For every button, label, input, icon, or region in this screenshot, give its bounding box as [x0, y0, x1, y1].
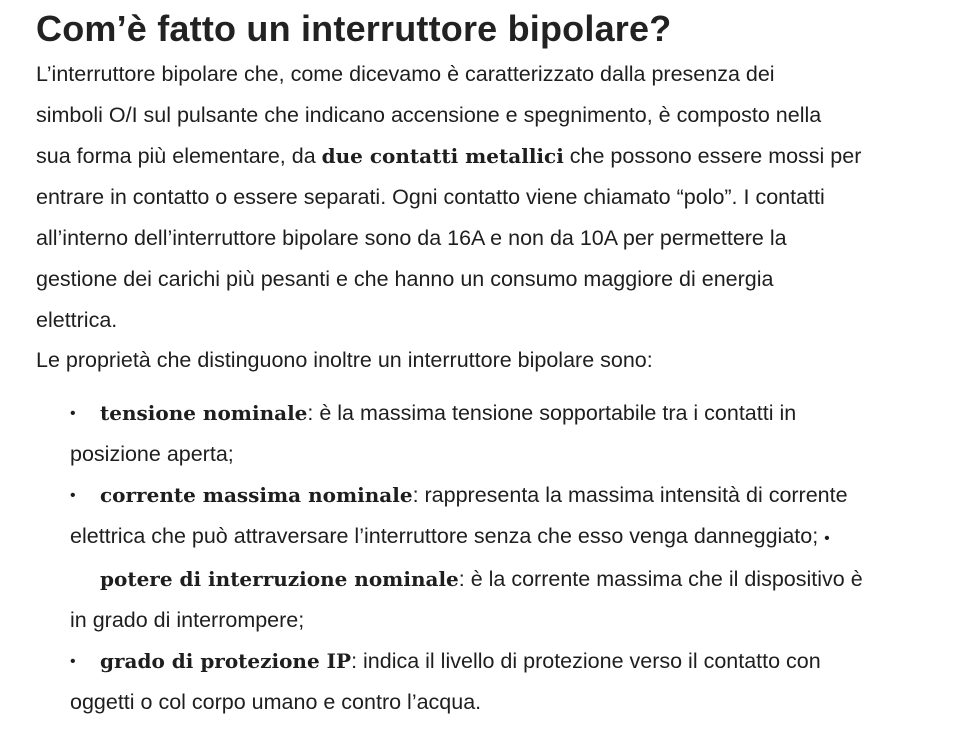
bullet-icon: •	[70, 487, 76, 504]
item-text: : indica il livello di protezione verso il contatto con	[351, 649, 821, 673]
bullet-icon: •	[70, 405, 76, 422]
item-text: : è la massima tensione sopportabile tra i contatti in	[307, 401, 797, 425]
item-text: : è la corrente massima che il dispositivo è	[458, 567, 863, 591]
list-item	[70, 475, 960, 516]
properties-intro: Le proprietà che distinguono inoltre un interruttore bipolare sono:	[36, 348, 653, 372]
item-term: corrente massima nominale	[100, 483, 413, 507]
list-item-continuation: oggetti o col corpo umano e contro l’acqua.	[70, 690, 482, 714]
item-term: tensione nominale	[100, 401, 308, 425]
intro-line: entrare in contatto o essere separati. Ogni contatto viene chiamato “polo”. I contatti	[36, 185, 825, 209]
bullet-icon: •	[824, 530, 830, 547]
intro-line: L’interruttore bipolare che, come dicevamo è caratterizzato dalla presenza dei	[36, 62, 775, 86]
bullet-icon: •	[70, 653, 76, 670]
properties-list	[70, 393, 960, 723]
intro-text: sua forma più elementare, da	[36, 144, 322, 168]
intro-line: all’interno dell’interruttore bipolare sono da 16A e non da 10A per permettere la	[36, 226, 787, 250]
intro-text: che possono essere mossi per	[563, 144, 862, 168]
list-item-continuation: posizione aperta;	[70, 442, 234, 466]
intro-line: gestione dei carichi più pesanti e che hanno un consumo maggiore di energia	[36, 267, 774, 291]
intro-line	[36, 136, 956, 177]
intro-line: elettrica.	[36, 308, 118, 332]
item-term: potere di interruzione nominale	[100, 567, 459, 591]
bold-term: due contatti metallici	[321, 144, 564, 168]
list-item	[70, 393, 960, 434]
list-item	[70, 559, 960, 600]
item-term: grado di protezione IP	[100, 649, 352, 673]
list-item-continuation: in grado di interrompere;	[70, 608, 305, 632]
list-item-continuation	[70, 516, 960, 559]
item-text: : rappresenta la massima intensità di corrente	[412, 483, 848, 507]
intro-paragraph	[36, 54, 956, 341]
list-item	[70, 641, 960, 682]
item-text: elettrica che può attraversare l’interruttore senza che esso venga danneggiato;	[70, 524, 819, 548]
page-title: Com’è fatto un interruttore bipolare?	[36, 8, 672, 49]
intro-line: simboli O/I sul pulsante che indicano accensione e spegnimento, è composto nella	[36, 103, 822, 127]
